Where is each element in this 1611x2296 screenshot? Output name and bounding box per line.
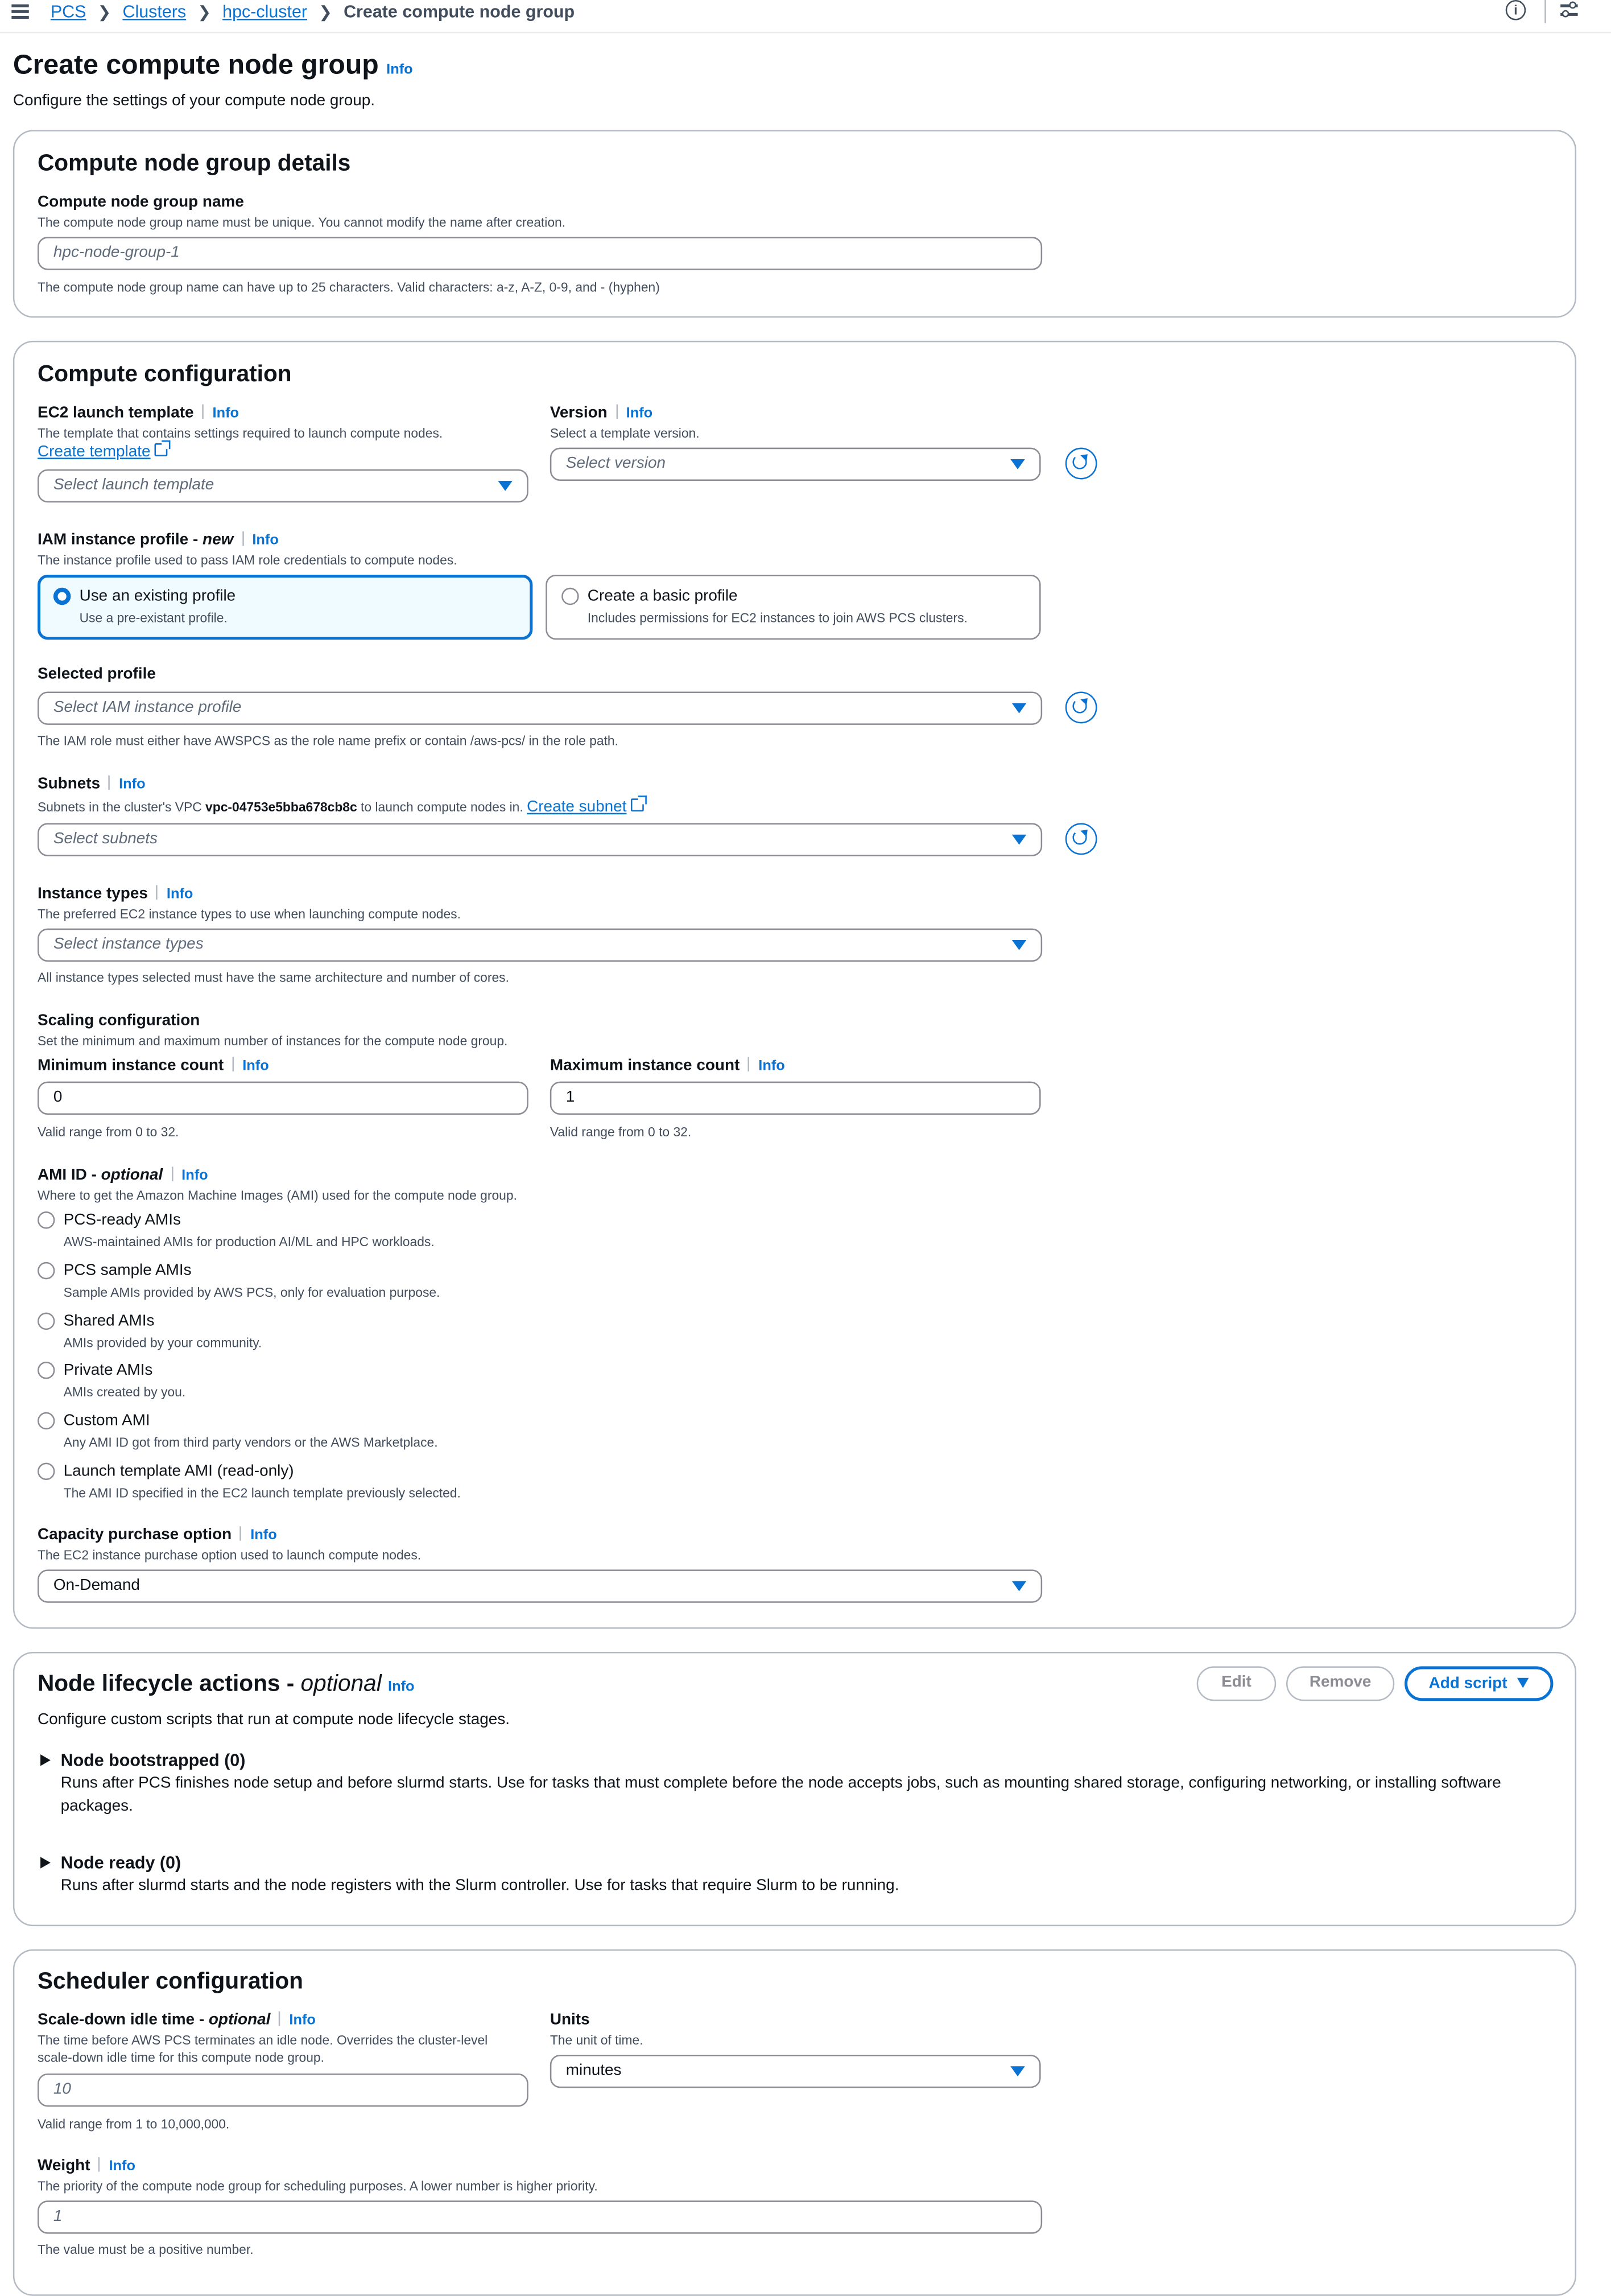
create-subnet-link[interactable]: Create subnet: [527, 798, 644, 815]
instance-types-constraint: All instance types selected must have the same architecture and number of cores.: [37, 970, 509, 985]
breadcrumb-pcs[interactable]: PCS: [50, 1, 86, 22]
node-group-name-label: Compute node group name: [37, 193, 244, 211]
lifecycle-desc: Configure custom scripts that run at compute node lifecycle stages.: [37, 1711, 510, 1729]
version-desc: Select a template version.: [550, 426, 700, 440]
refresh-icon[interactable]: [1065, 448, 1097, 480]
details-heading: Compute node group details: [37, 151, 351, 176]
ami-option-desc: AMIs provided by your community.: [63, 1335, 262, 1350]
weight-info-link[interactable]: Info: [109, 2158, 136, 2175]
divider: [0, 32, 1611, 34]
iam-option-existing[interactable]: [38, 575, 532, 640]
ami-option-desc: AWS-maintained AMIs for production AI/ML and HPC workloads.: [63, 1234, 435, 1250]
caret-down-icon: [1012, 1581, 1026, 1592]
edit-button[interactable]: Edit: [1197, 1666, 1277, 1701]
idle-time-desc: The time before AWS PCS terminates an idle node. Overrides the cluster-level: [37, 2033, 488, 2048]
node-bootstrapped-desc: Runs after PCS finishes node setup and before slurmd starts. Use for tasks that must complete before the node accepts jobs, such as mounting shared storage, configuring networking, or installing software: [60, 1774, 1501, 1792]
remove-button[interactable]: Remove: [1286, 1666, 1394, 1701]
scaling-desc: Set the minimum and maximum number of instances for the compute node group.: [37, 1033, 508, 1049]
iam-info-link[interactable]: Info: [252, 533, 279, 549]
max-count-constraint: Valid range from 0 to 32.: [550, 1124, 692, 1140]
breadcrumb: [51, 2, 575, 22]
refresh-icon[interactable]: [1065, 692, 1097, 724]
idle-time-info-link[interactable]: Info: [289, 2013, 316, 2029]
caret-right-icon[interactable]: [40, 1857, 51, 1868]
ami-option-title: Launch template AMI (read-only): [63, 1462, 294, 1481]
capacity-label: Capacity purchase option Info: [37, 1526, 277, 1544]
top-navigation: [0, 0, 1611, 32]
iam-option-basic[interactable]: [546, 575, 1040, 640]
page-info-link[interactable]: Info: [386, 62, 413, 79]
caret-down-icon: [1010, 2066, 1025, 2076]
subnets-desc: Subnets in the cluster's VPC vpc-04753e5bba678cb8c to launch compute nodes in. Create subnet: [38, 798, 644, 815]
caret-down-icon: [498, 481, 512, 491]
radio-pcs-ready-amis[interactable]: [38, 1211, 55, 1229]
node-group-name-constraint: The compute node group name can have up to 25 characters. Valid characters: a-z, A-Z, 0-9, and - (hyphen): [37, 280, 660, 295]
subnets-label: Subnets Info: [37, 775, 146, 793]
page-subtitle: Configure the settings of your compute node group.: [13, 92, 375, 110]
capacity-desc: The EC2 instance purchase option used to launch compute nodes.: [37, 1548, 422, 1563]
create-template-link[interactable]: Create template: [38, 443, 168, 460]
chevron-right-icon: ❯: [319, 3, 332, 21]
iam-option-basic-title: Create a basic profile: [587, 587, 738, 605]
selected-profile-constraint: The IAM role must either have AWSPCS as the role name prefix or contain /aws-pcs/ in the role path.: [37, 733, 619, 748]
node-ready-desc: Runs after slurmd starts and the node registers with the Slurm controller. Use for tasks that require Slurm to be running.: [60, 1877, 899, 1895]
weight-desc: The priority of the compute node group for scheduling purposes. A lower number is higher priority.: [37, 2179, 598, 2194]
idle-time-constraint: Valid range from 1 to 10,000,000.: [37, 2117, 230, 2132]
chevron-right-icon: ❯: [97, 3, 111, 21]
node-group-name-desc: The compute node group name must be unique. You cannot modify the name after creation.: [37, 215, 566, 230]
iam-option-existing-title: Use an existing profile: [79, 587, 236, 605]
ami-option-title: PCS sample AMIs: [63, 1262, 192, 1280]
min-count-constraint: Valid range from 0 to 32.: [37, 1124, 179, 1140]
capacity-info-link[interactable]: Info: [250, 1527, 277, 1544]
launch-template-label: EC2 launch template Info: [37, 404, 239, 422]
idle-time-input[interactable]: 10: [38, 2074, 528, 2107]
iam-option-existing-desc: Use a pre-existant profile.: [79, 611, 228, 625]
max-count-input[interactable]: 1: [550, 1082, 1041, 1115]
idle-time-label: Scale-down idle time - optional Info: [37, 2011, 316, 2029]
max-count-info-link[interactable]: Info: [758, 1058, 785, 1074]
scheduler-panel: [13, 1949, 1576, 2296]
info-circle-icon[interactable]: i: [1506, 0, 1526, 20]
scheduler-heading: Scheduler configuration: [37, 1969, 303, 1994]
instance-types-select[interactable]: Select instance types: [38, 929, 1042, 962]
node-ready-toggle[interactable]: Node ready (0): [60, 1852, 181, 1873]
caret-down-icon: [1012, 940, 1026, 950]
ami-option-title: Shared AMIs: [63, 1312, 155, 1330]
ami-option-desc: Any AMI ID got from third party vendors or the AWS Marketplace.: [63, 1435, 438, 1450]
caret-down-icon: [1010, 459, 1025, 469]
iam-option-basic-desc: Includes permissions for EC2 instances to join AWS PCS clusters.: [587, 611, 968, 625]
version-select[interactable]: Select version: [550, 448, 1041, 481]
node-bootstrapped-desc-cont: packages.: [60, 1798, 133, 1815]
radio-existing-profile[interactable]: [53, 588, 71, 605]
ami-option-desc: AMIs created by you.: [63, 1384, 186, 1399]
launch-template-desc: The template that contains settings required to launch compute nodes.: [37, 426, 443, 440]
caret-down-icon: [1012, 835, 1026, 845]
units-desc: The unit of time.: [550, 2033, 643, 2048]
external-link-icon: [631, 798, 644, 811]
radio-launch-template-ami[interactable]: [38, 1463, 55, 1480]
selected-profile-label: Selected profile: [37, 665, 156, 683]
instance-types-desc: The preferred EC2 instance types to use when launching compute nodes.: [37, 906, 461, 921]
min-count-input[interactable]: 0: [38, 1082, 528, 1115]
ami-option-title: PCS-ready AMIs: [63, 1211, 181, 1229]
weight-input[interactable]: 1: [38, 2200, 1042, 2233]
refresh-icon[interactable]: [1065, 823, 1097, 855]
divider: [1544, 0, 1546, 23]
ami-option-desc: The AMI ID specified in the EC2 launch template previously selected.: [63, 1486, 461, 1501]
add-script-button[interactable]: Add script: [1405, 1666, 1553, 1701]
weight-constraint: The value must be a positive number.: [37, 2242, 254, 2257]
ami-option-title: Custom AMI: [63, 1412, 150, 1430]
ami-info-link[interactable]: Info: [181, 1168, 208, 1184]
node-bootstrapped-toggle[interactable]: Node bootstrapped (0): [60, 1750, 246, 1771]
iam-profile-select[interactable]: Select IAM instance profile: [38, 692, 1042, 725]
iam-profile-desc: The instance profile used to pass IAM role credentials to compute nodes.: [37, 553, 457, 568]
external-link-icon: [155, 443, 168, 456]
lifecycle-info-link[interactable]: Info: [388, 1679, 415, 1696]
ami-option-title: Private AMIs: [63, 1361, 153, 1379]
radio-private-amis[interactable]: [38, 1362, 55, 1379]
caret-right-icon[interactable]: [40, 1754, 51, 1766]
instance-types-label: Instance types Info: [37, 885, 193, 902]
breadcrumb-hpc-cluster[interactable]: hpc-cluster: [222, 1, 308, 22]
ami-option-desc: Sample AMIs provided by AWS PCS, only for evaluation purpose.: [63, 1285, 440, 1300]
details-panel: [13, 130, 1576, 318]
min-count-label: Minimum instance count Info: [37, 1057, 269, 1074]
idle-time-desc-cont: scale-down idle time for this compute node group.: [37, 2050, 324, 2065]
radio-shared-amis[interactable]: [38, 1313, 55, 1330]
launch-template-select[interactable]: Select launch template: [38, 469, 528, 502]
max-count-label: Maximum instance count Info: [550, 1057, 785, 1074]
iam-profile-label: IAM instance profile - new Info: [37, 531, 279, 549]
ami-label: AMI ID - optional Info: [37, 1166, 208, 1184]
radio-custom-ami[interactable]: [38, 1412, 55, 1429]
subnets-info-link[interactable]: Info: [119, 777, 146, 793]
version-info-link[interactable]: Info: [626, 406, 653, 422]
hamburger-menu-icon[interactable]: [11, 5, 28, 19]
ami-desc: Where to get the Amazon Machine Images (AMI) used for the compute node group.: [37, 1188, 517, 1203]
page-title: Create compute node group Info: [13, 50, 413, 81]
compute-config-panel: [13, 341, 1576, 1629]
compute-config-heading: Compute configuration: [37, 362, 292, 388]
breadcrumb-clusters[interactable]: Clusters: [122, 1, 187, 22]
units-select[interactable]: minutes: [550, 2055, 1041, 2088]
min-count-info-link[interactable]: Info: [242, 1058, 269, 1074]
weight-label: Weight Info: [37, 2157, 136, 2175]
instance-types-info-link[interactable]: Info: [166, 887, 193, 902]
launch-template-info-link[interactable]: Info: [212, 406, 239, 422]
caret-down-icon: [1518, 1678, 1529, 1688]
lifecycle-heading: Node lifecycle actions - optional Info: [37, 1672, 415, 1697]
scaling-label: Scaling configuration: [37, 1012, 200, 1030]
units-label: Units: [550, 2011, 590, 2029]
breadcrumb-current: Create compute node group: [344, 1, 575, 22]
radio-basic-profile[interactable]: [561, 588, 579, 605]
subnets-select[interactable]: Select subnets: [38, 823, 1042, 856]
lifecycle-panel: [13, 1652, 1576, 1926]
node-group-name-input[interactable]: hpc-node-group-1: [38, 237, 1042, 270]
chevron-right-icon: ❯: [197, 3, 211, 21]
radio-pcs-sample-amis[interactable]: [38, 1262, 55, 1279]
caret-down-icon: [1012, 703, 1026, 714]
capacity-select[interactable]: On-Demand: [38, 1569, 1042, 1602]
version-label: Version Info: [550, 404, 653, 422]
preferences-icon[interactable]: [1560, 2, 1577, 19]
